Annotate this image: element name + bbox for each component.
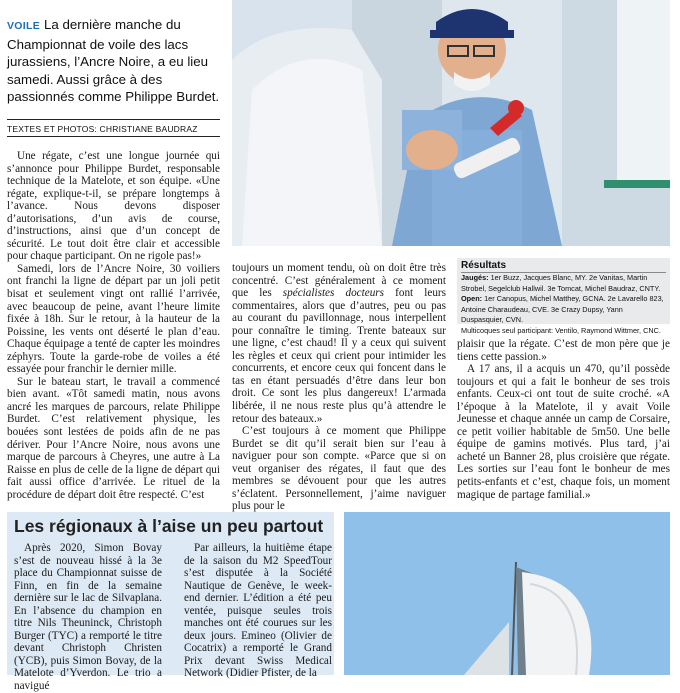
sidebar-column-2 [184, 542, 332, 680]
sidebar-box [7, 512, 334, 693]
paragraph: A 17 ans, il a acquis un 470, qu’il possède toujours et qui a fait le bonheur de ses trois enfants. Ceux-ci ont tout de suite croché. «A l’époque à la Matelote, il y avait Voile Jeunesse et chaque année un camp de Corsaire, ce petit voilier habitable de 5m50. Une belle équipe de gamins motivés. Plus tard, j’ai acheté un Banner 28, plus croisière que régate. Les sorties sur l’eau font le bonheur de mes petits-enfants et c’est, chaque fois, un moment magique de partage familial.» [457, 363, 670, 501]
divider [7, 136, 220, 137]
results-text: 1er Buzz, Jacques Blanc, MY. 2e Vanitas, Martin Strobel, Segelclub Hallwil. 3e Tomcat, Michel Baudraz, CNTY. [461, 273, 661, 293]
lead-text: La dernière manche du Championnat de voile des lacs jurassiens, l’Ancre Noire, a eu lieu samedi. Aussi grâce à des passionnés comme Philippe Burdet. [7, 17, 220, 105]
results-body [461, 273, 667, 337]
sailboat-photo [344, 512, 670, 675]
results-line: Multicoques seul participant: Ventilo, Raymond Wittmer, CNC. [461, 325, 661, 335]
italic-run: spécialistes docteurs [282, 287, 385, 300]
article-column-1 [7, 150, 220, 501]
paragraph: Après 2020, Simon Bovay s’est de nouveau hissé à la 3e place du Championnat suisse de Finn, en fin de la semaine dernière sur le lac de Silvaplana. En l’absence du champion en titre Nils Theuninck, Christoph Burger (TYC) a remporté le titre devant Christoph Christen (YCB), puis Simon Bovay, de la Matelote d’Yverdon. Le trio a navigué [14, 542, 162, 693]
results-line [461, 294, 667, 326]
paragraph: plaisir que la régate. C’est de mon père que je tiens cette passion.» [457, 338, 670, 363]
paragraph: Par ailleurs, la huitième étape de la saison du M2 SpeedTour s’est disputée à la Société Nautique de Genève, le week-end dernier. L’édition a été peu ventée, puisque seules trois manches ont été courues sur les deux jours. Emineo (Olivier de Cocatrix) a remporté le Grand Prix devant Swiss Medical Network (Didier Pfister, de la [184, 542, 332, 680]
article-column-2 [232, 262, 446, 513]
article-column-3 [457, 338, 670, 501]
sailboat-photo-illustration [344, 512, 670, 675]
paragraph: C’est toujours à ce moment que Philippe Burdet se dit qu’il serait bien sur l’eau à naviguer pour son compte. «Parce que si on veut organiser des régates, il faut que des membres se dévouent pour que les autres s’éclatent. Personnellement, j’aime naviguer plus pour le [232, 425, 446, 513]
paragraph: Samedi, lors de l’Ancre Noire, 30 voiliers ont franchi la ligne de départ par un joli petit bisat et seulement vingt ont rallié l’arrivée, avec beaucoup de peine, avant l’heure limite fixée à 18h. Sur le retour, à la hauteur de la Poissine, les vents ont déserté le plan d’eau. Chaque équipage a tenté de capter les moindres zéphyrs. Toute la garde-robe de voiles a été essayée pour franchir le dernier mille. [7, 262, 220, 376]
sidebar-title: Les régionaux à l’aise un peu partout [14, 516, 324, 536]
results-label: Jaugés: [461, 273, 489, 282]
photo-credit: TEXTES ET PHOTOS: CHRISTIANE BAUDRAZ [7, 124, 198, 134]
results-title: Résultats [461, 260, 507, 271]
portrait-photo [232, 0, 670, 246]
portrait-photo-illustration [232, 0, 670, 246]
sidebar-column-1 [14, 542, 162, 693]
text-run: toujours un moment tendu, où on doit être très concentré. C’est généralement à ce moment que les [232, 262, 446, 300]
rubric-label: VOILE [7, 20, 41, 32]
paragraph [232, 262, 446, 425]
results-box [457, 258, 670, 335]
paragraph: Sur le bateau start, le travail a commencé bien avant. «Tôt samedi matin, nous avons ancré les marques de parcours, relate Philippe Burdet. C’est relativement physique, les bouées sont lestées de poids afin de ne pas dériver. Pour l’Ancre Noire, nous avons une marque de parcours à Cheyres, une autre à La Raisse en plus de celle de la ligne de départ qui fait aussi office d’arrivée. Le rituel de la procédure de départ doit être respecté. C’est [7, 375, 220, 501]
results-label: Open: [461, 294, 483, 304]
results-line [461, 273, 667, 294]
text-run: font leurs commentaires, alors que d’autres, peu ou pas au courant du pavillonnage, nous interpellent pour connaître le timing. Trente bateaux sur une ligne, c’est chaud! Il y a ceux qui suivent les règles et ceux qui crient pour intimider les concurrents, et encore ceux qui foncent dans le tas en étant persuadés d’être dans leur bon droit. Ce sont les plus dangereux! L’armada libérée, il ne nous reste plus qu’à attendre le retour des bateaux.» [232, 287, 446, 425]
divider [7, 119, 220, 120]
paragraph: Une régate, c’est une longue journée qui s’annonce pour Philippe Burdet, responsable technique de la Matelote, et son équipe. «Une régate, explique-t-il, se prépare longtemps à l’avance. Nous devons disposer d’autorisations, d’un avis de course, d’instructions, ainsi que d’un concept de sécurité. Le tout doit être clair et accessible pour chaque participant. On ne rigole pas!» [7, 150, 220, 263]
article-lead [7, 16, 223, 106]
results-text: 1er Canopus, Michel Matthey, GCNA. 2e Lavarello 823, Antoine Charaudeau, CVE. 3e Crazy Dupsy, Yann Duspasquier, CVN. [461, 294, 664, 325]
